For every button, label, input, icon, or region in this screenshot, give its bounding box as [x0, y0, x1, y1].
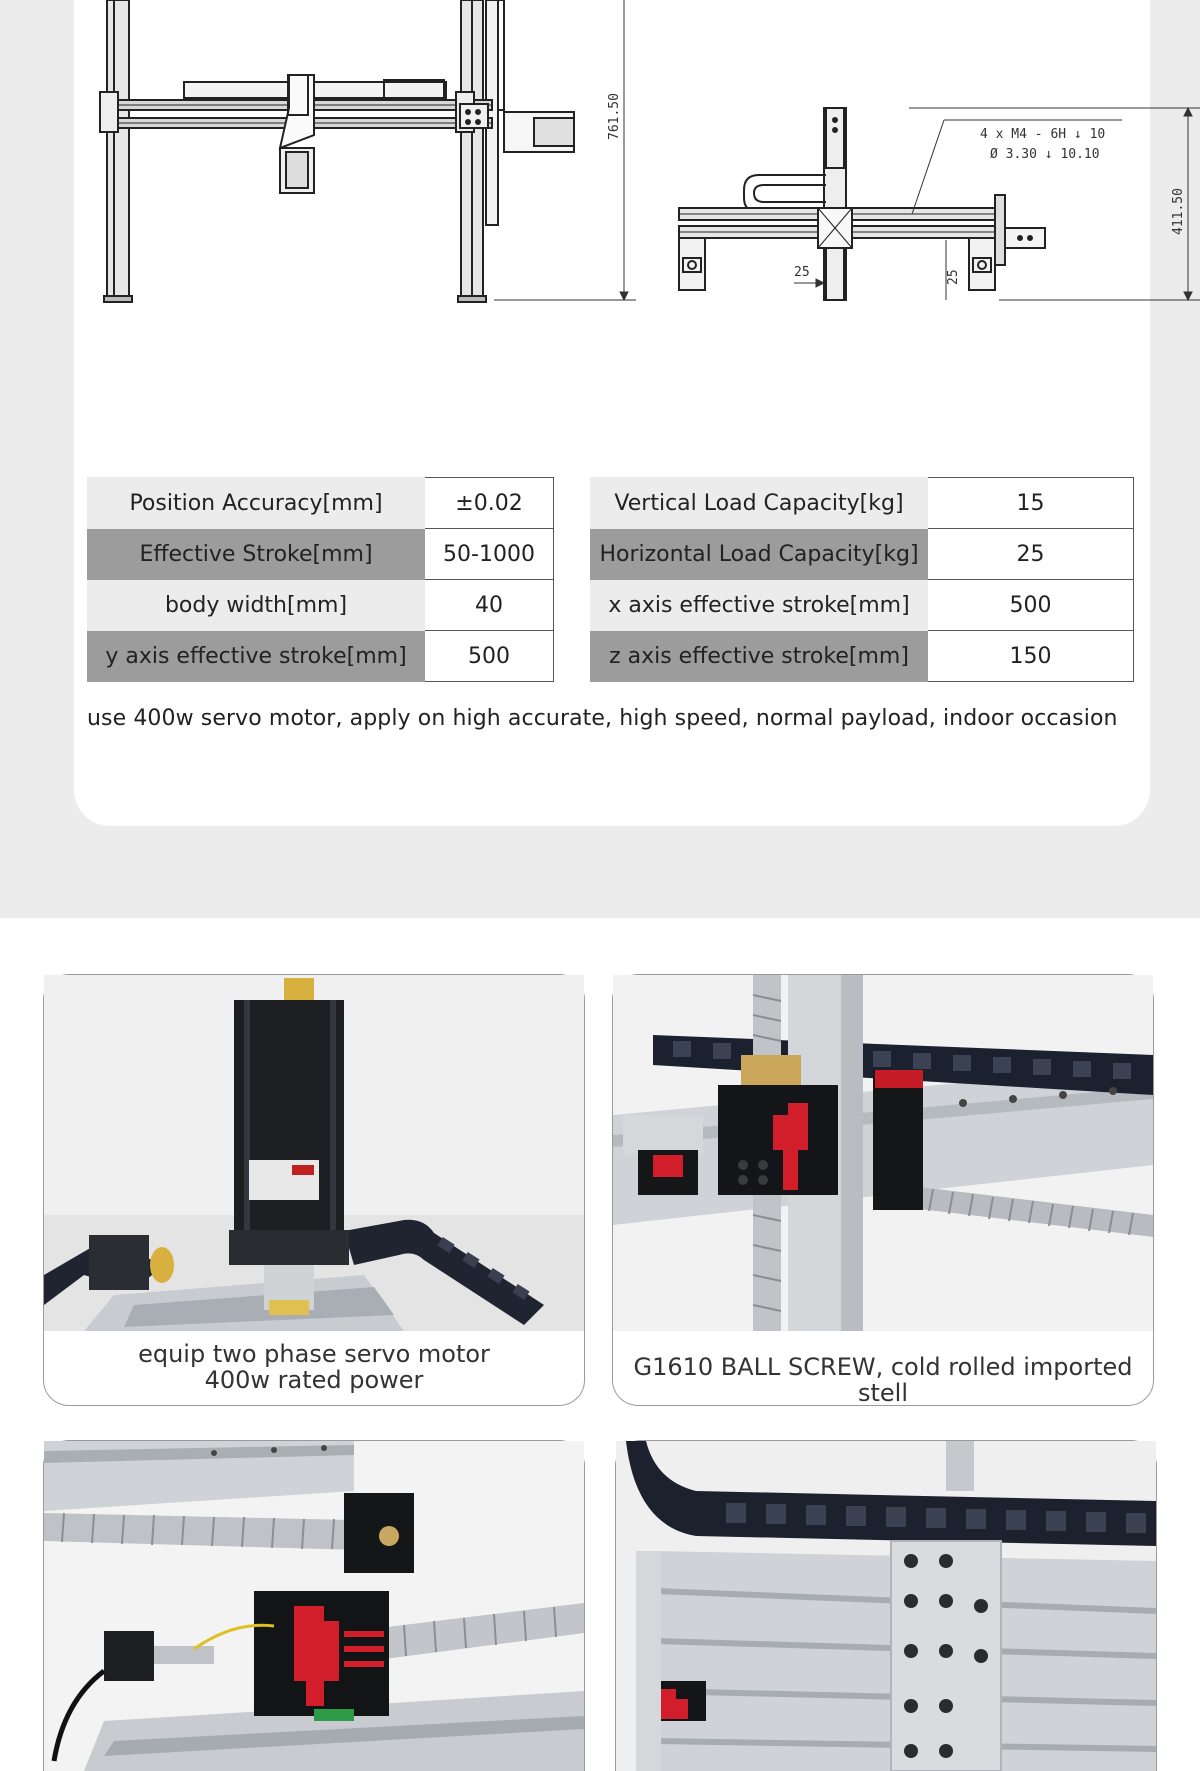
photo-card-carriage — [43, 1440, 585, 1771]
spec-row — [88, 529, 554, 580]
hole-spec-line2: Ø 3.30 ↓ 10.10 — [990, 147, 1100, 162]
spec-label: x axis effective stroke[mm] — [591, 580, 928, 631]
photo-caption-line1: G1610 BALL SCREW, cold rolled imported stell — [633, 1353, 1133, 1407]
spec-table-right — [590, 477, 1134, 682]
spec-card — [74, 0, 1186, 826]
photo-card-servo-motor — [43, 974, 585, 1406]
spec-label: Horizontal Load Capacity[kg] — [591, 529, 928, 580]
spec-label: Vertical Load Capacity[kg] — [591, 478, 928, 529]
front-height-label: 761.50 — [607, 93, 622, 140]
spec-row — [591, 478, 1134, 529]
spec-value: 50-1000 — [425, 529, 554, 580]
spec-row — [591, 529, 1134, 580]
offset-vertical-label: 25 — [946, 269, 961, 285]
spec-value: 15 — [928, 478, 1134, 529]
spec-value: 25 — [928, 529, 1134, 580]
spec-label: y axis effective stroke[mm] — [88, 631, 425, 682]
spec-value: 40 — [425, 580, 554, 631]
photo-card-ball-screw — [612, 974, 1154, 1406]
ball-screw-photo — [613, 975, 1153, 1331]
spec-label: z axis effective stroke[mm] — [591, 631, 928, 682]
side-height-label: 411.50 — [1171, 188, 1186, 235]
hole-spec-line1: 4 x M4 - 6H ↓ 10 — [980, 127, 1106, 142]
photo-caption-line2: 400w rated power — [204, 1366, 424, 1394]
spec-value: ±0.02 — [425, 478, 554, 529]
spec-row — [591, 631, 1134, 682]
photo-caption-line1: equip two phase servo motor — [138, 1340, 490, 1368]
spec-table-left — [87, 477, 554, 682]
spec-row — [591, 580, 1134, 631]
front-view-drawing — [100, 0, 574, 302]
servo-motor-photo — [44, 975, 584, 1331]
spec-value: 150 — [928, 631, 1134, 682]
spec-label: Effective Stroke[mm] — [88, 529, 425, 580]
spec-label: Position Accuracy[mm] — [88, 478, 425, 529]
profile-frame-photo — [616, 1441, 1156, 1771]
spec-label: body width[mm] — [88, 580, 425, 631]
spec-row — [88, 631, 554, 682]
carriage-photo — [44, 1441, 584, 1771]
technical-drawing — [74, 0, 1186, 320]
usage-note: use 400w servo motor, apply on high accurate, high speed, normal payload, indoor occasion — [87, 706, 1118, 731]
spec-value: 500 — [425, 631, 554, 682]
photo-card-profile-frame — [615, 1440, 1157, 1771]
spec-value: 500 — [928, 580, 1134, 631]
offset-horizontal-label: 25 — [794, 265, 810, 280]
spec-row — [88, 478, 554, 529]
spec-row — [88, 580, 554, 631]
